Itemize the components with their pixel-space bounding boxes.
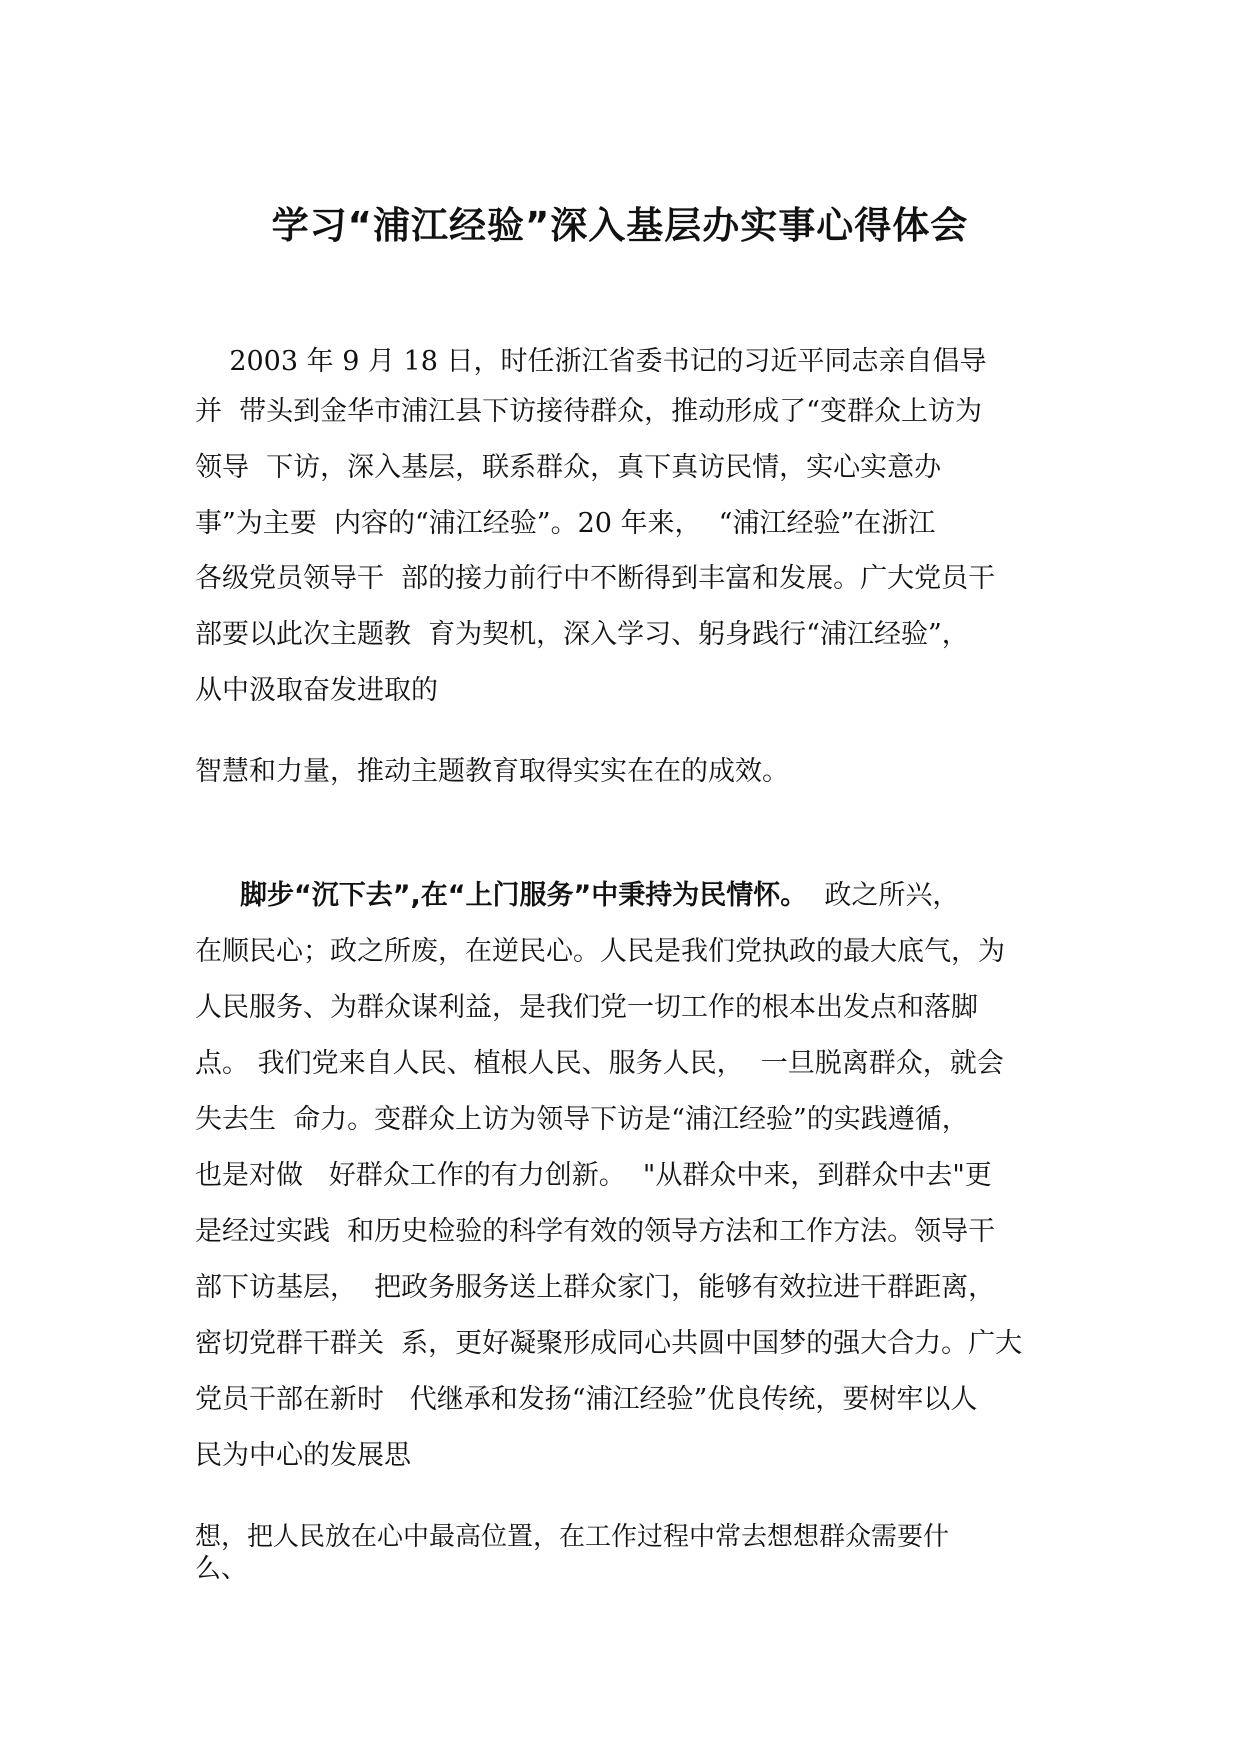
paragraph-line: 部下访基层， 把政务服务送上群众家门，能够有效拉进干群距离，: [195, 1272, 996, 1303]
document-title: 学习“浦江经验”深入基层办实事心得体会: [271, 204, 969, 247]
section-heading: 脚步“沉下去”,在“上门服务”中秉持为民情怀。: [240, 880, 808, 911]
paragraph-line: 从中汲取奋发进取的: [195, 675, 438, 706]
paragraph-line: 也是对做 好群众工作的有力创新。 "从群众中来，到群众中去"更: [195, 1160, 992, 1191]
paragraph-line: 并 带头到金华市浦江县下访接待群众，推动形成了“变群众上访为: [195, 396, 982, 427]
paragraph-line: 失去生 命力。变群众上访为领导下访是“浦江经验”的实践遵循，: [195, 1104, 969, 1135]
paragraph-line: 人民服务、为群众谋利益，是我们党一切工作的根本出发点和落脚: [195, 992, 978, 1023]
heading-continuation: 政之所兴，: [807, 880, 960, 911]
paragraph-line: 党员干部在新时 代继承和发扬“浦江经验”优良传统，要树牢以人: [195, 1384, 978, 1415]
paragraph-first-line: [240, 876, 959, 916]
paragraph-line: 2003 年 9 月 18 日，时任浙江省委书记的习近平同志亲自倡导: [195, 346, 987, 377]
paragraph-line: 点。 我们党来自人民、植根人民、服务人民， 一旦脱离群众，就会: [195, 1048, 1004, 1079]
paragraph-line: 事”为主要 内容的“浦江经验”。20 年来， “浦江经验”在浙江: [195, 508, 936, 539]
paragraph-line: 领导 下访，深入基层，联系群众，真下真访民情，实心实意办: [195, 452, 942, 483]
paragraph-line: 各级党员领导干 部的接力前行中不断得到丰富和发展。广大党员干: [195, 563, 996, 594]
paragraph-line: 想，把人民放在心中最高位置，在工作过程中常去想想群众需要什: [195, 1522, 950, 1552]
paragraph-line: 在顺民心；政之所废，在逆民心。人民是我们党执政的最大底气，为: [195, 936, 1005, 967]
paragraph-line: 智慧和力量，推动主题教育取得实实在在的成效。: [195, 756, 789, 787]
paragraph-line: 密切党群干群关 系，更好凝聚形成同心共圆中国梦的强大合力。广大: [195, 1328, 1023, 1359]
paragraph-line: 是经过实践 和历史检验的科学有效的领导方法和工作方法。领导干: [195, 1216, 996, 1247]
paragraph-line: 部要以此次主题教 育为契机，深入学习、躬身践行“浦江经验”，: [195, 619, 969, 650]
paragraph-line: 民为中心的发展思: [195, 1440, 411, 1471]
paragraph-line: 么、: [195, 1554, 248, 1584]
